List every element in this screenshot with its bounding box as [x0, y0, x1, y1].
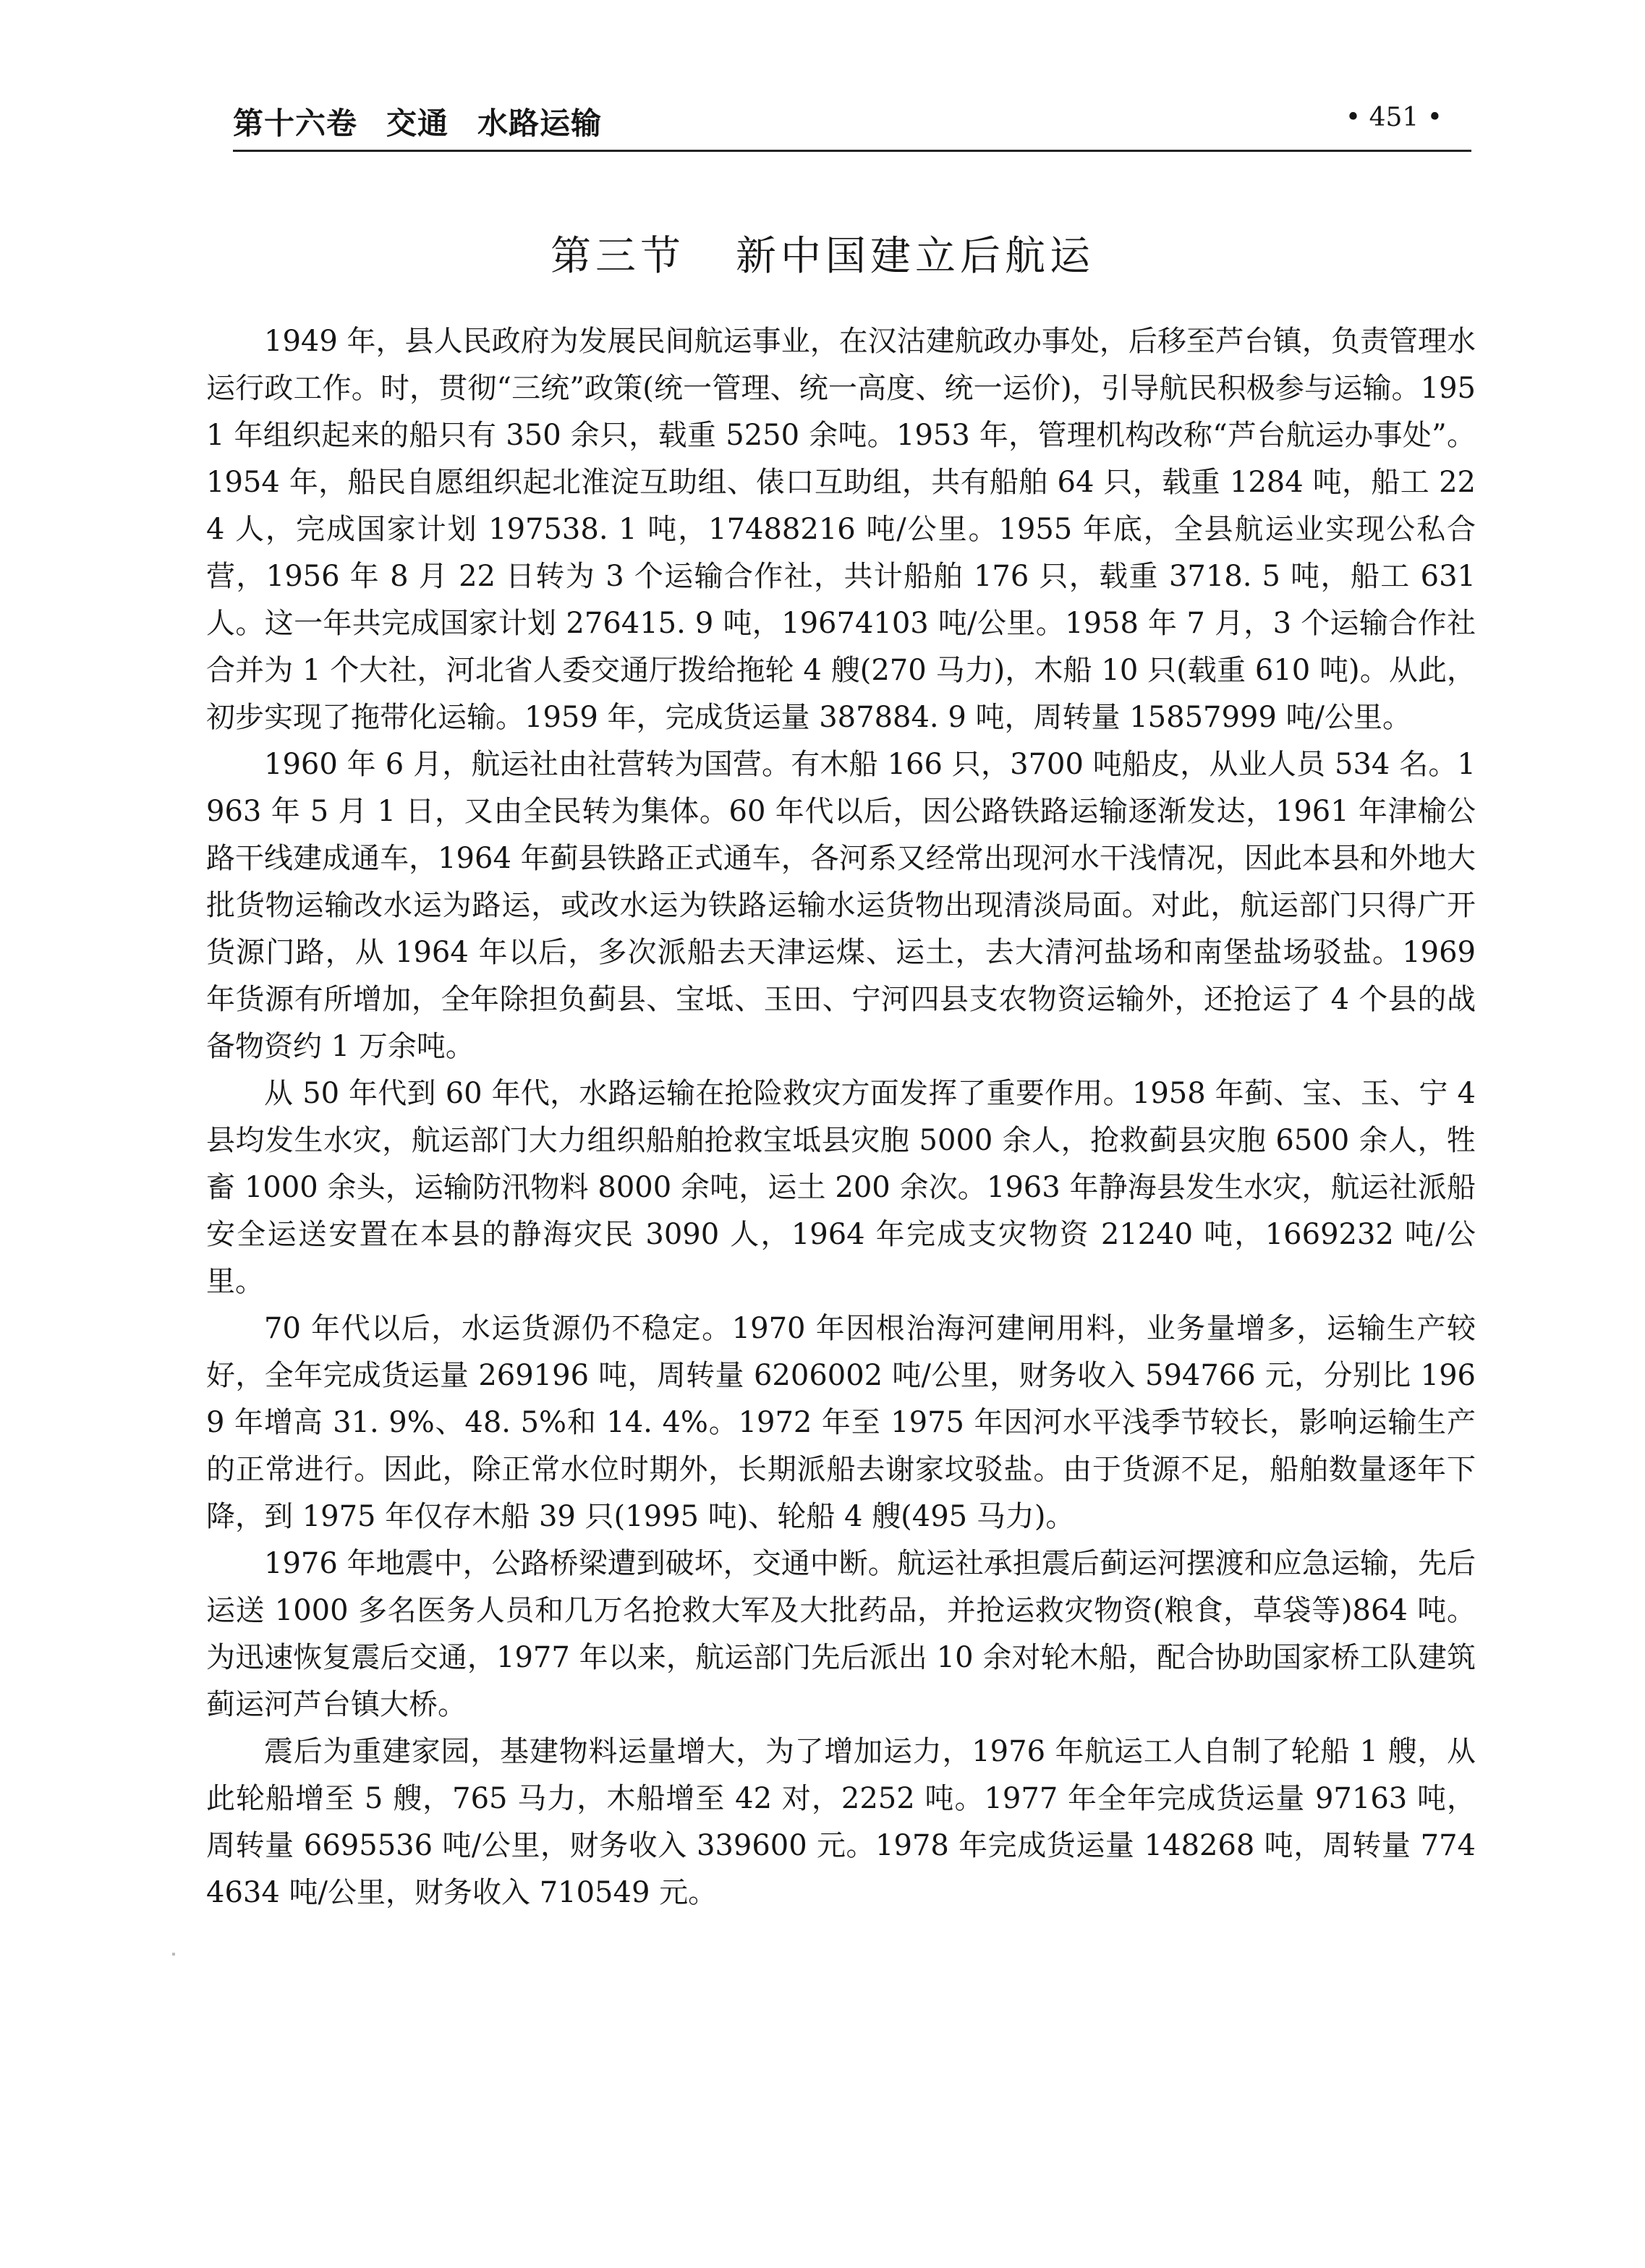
scan-speck	[172, 1953, 175, 1956]
header-topic: 水路运输	[477, 106, 603, 141]
section-label: 第三节	[551, 233, 685, 280]
paragraph: 从 50 年代到 60 年代，水路运输在抢险救灾方面发挥了重要作用。1958 年蓟、宝、玉、宁 4 县均发生水灾，航运部门大力组织船舶抢救宝坻县灾胞 5000 余人，抢救蓟县灾胞 6500 余人，牲畜 1000 余头，运输防汛物料 8000 余吨，运土 200 余次。1963 年静海县发生水灾，航运社派船安全运送安置在本县的静海灾民 3090 人，1964 年完成支灾物资 21240 吨，1669232 吨/公里。	[206, 1077, 1476, 1298]
running-header	[233, 95, 1471, 146]
paragraph: 70 年代以后，水运货源仍不稳定。1970 年因根治海河建闸用料，业务量增多，运输生产较好，全年完成货运量 269196 吨，周转量 6206002 吨/公里，财务收入 594766 元，分别比 1969 年增高 31. 9%、48. 5%和 14. 4%。1972 年至 1975 年因河水平浅季节较长，影响运输生产的正常进行。因此，除正常水位时期外，长期派船去谢家坟驳盐。由于货源不足，船舶数量逐年下降，到 1975 年仅存木船 39 只(1995 吨)、轮船 4 艘(495 马力)。	[206, 1312, 1476, 1533]
section-title: 新中国建立后航运	[736, 233, 1094, 280]
header-breadcrumb	[233, 100, 631, 143]
header-category: 交通	[386, 106, 449, 141]
section-heading	[0, 224, 1645, 282]
paragraph: 震后为重建家园，基建物料运量增大，为了增加运力，1976 年航运工人自制了轮船 1 艘，从此轮船增至 5 艘，765 马力，木船增至 42 对，2252 吨。1977 年全年完成货运量 97163 吨，周转量 6695536 吨/公里，财务收入 339600 元。1978 年完成货运量 148268 吨，周转量 7744634 吨/公里，财务收入 710549 元。	[206, 1735, 1476, 1909]
body-text	[206, 318, 1476, 1917]
header-volume: 第十六卷	[233, 106, 358, 141]
page-number: • 451 •	[1345, 103, 1442, 132]
paragraph: 1949 年，县人民政府为发展民间航运事业，在汉沽建航政办事处，后移至芦台镇，负责管理水运行政工作。时，贯彻“三统”政策(统一管理、统一高度、统一运价)，引导航民积极参与运输。1951 年组织起来的船只有 350 余只，载重 5250 余吨。1953 年，管理机构改称“芦台航运办事处”。1954 年，船民自愿组织起北淮淀互助组、俵口互助组，共有船舶 64 只，载重 1284 吨，船工 224 人，完成国家计划 197538. 1 吨，17488216 吨/公里。1955 年底，全县航运业实现公私合营，1956 年 8 月 22 日转为 3 个运输合作社，共计船舶 176 只，载重 3718. 5 吨，船工 631 人。这一年共完成国家计划 276415. 9 吨，19674103 吨/公里。1958 年 7 月，3 个运输合作社合并为 1 个大社，河北省人委交通厅拨给拖轮 4 艘(270 马力)，木船 10 只(载重 610 吨)。从此，初步实现了拖带化运输。1959 年，完成货运量 387884. 9 吨，周转量 15857999 吨/公里。	[206, 325, 1476, 734]
header-divider	[233, 150, 1471, 152]
paragraph: 1976 年地震中，公路桥梁遭到破坏，交通中断。航运社承担震后蓟运河摆渡和应急运输，先后运送 1000 多名医务人员和几万名抢救大军及大批药品，并抢运救灾物资(粮食，草袋等)864 吨。为迅速恢复震后交通，1977 年以来，航运部门先后派出 10 余对轮木船，配合协助国家桥工队建筑蓟运河芦台镇大桥。	[206, 1547, 1476, 1721]
paragraph: 1960 年 6 月，航运社由社营转为国营。有木船 166 只，3700 吨船皮，从业人员 534 名。1963 年 5 月 1 日，又由全民转为集体。60 年代以后，因公路铁路运输逐渐发达，1961 年津榆公路干线建成通车，1964 年蓟县铁路正式通车，各河系又经常出现河水干浅情况，因此本县和外地大批货物运输改水运为路运，或改水运为铁路运输水运货物出现清淡局面。对此，航运部门只得广开货源门路，从 1964 年以后，多次派船去天津运煤、运土，去大清河盐场和南堡盐场驳盐。1969 年货源有所增加，全年除担负蓟县、宝坻、玉田、宁河四县支农物资运输外，还抢运了 4 个县的战备物资约 1 万余吨。	[206, 748, 1476, 1063]
